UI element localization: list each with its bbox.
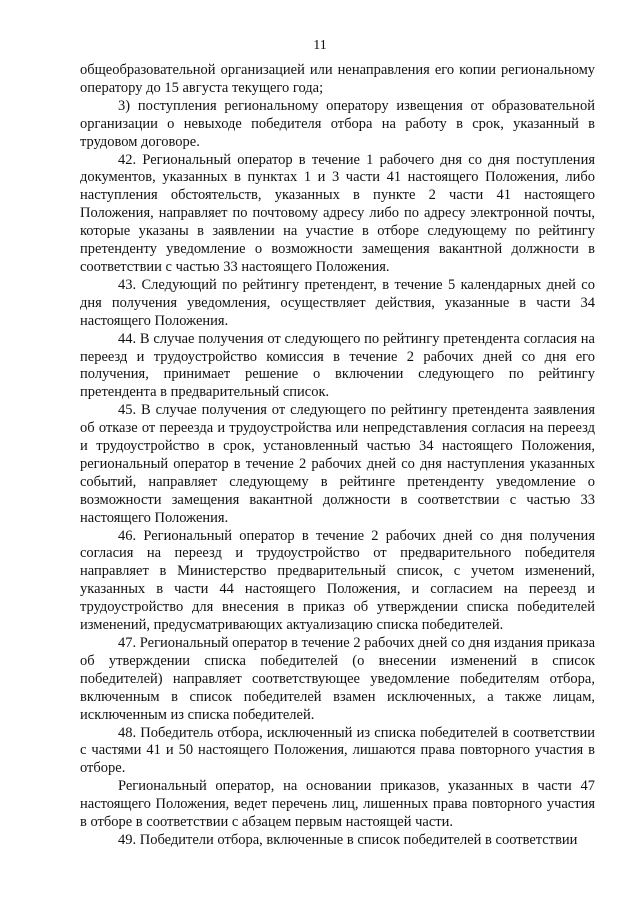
document-body [80,62,595,850]
paragraph-48: 48. Победитель отбора, исключенный из списка победителей в соответствии с частями 41 и 50 настоящего Положения, лишаются права повторного участия в отборе. [80,724,595,777]
paragraph-46: 46. Региональный оператор в течение 2 рабочих дней со дня получения согласия на переезд и трудоустройство от предварительного победителя направляет в Министерство предварительный список, с учетом изменений, указанных в части 44 настоящего Положения, и согласием на переезд и трудоустройство для внесения в приказ об утверждении списка победителей изменений, предусматривающих актуализацию списка победителей. [80,527,595,634]
paragraph-48-part-2: Региональный оператор, на основании приказов, указанных в части 47 настоящего Положения, ведет перечень лиц, лишенных права повторного участия в отборе в соответствии с абзацем первым настоящей части. [80,778,595,831]
paragraph-47: 47. Региональный оператор в течение 2 рабочих дней со дня издания приказа об утверждении списка победителей (о внесении изменений в список победителей) направляет соответствующее уведомление победителям отбора, включенным в список победителей взамен исключенных, а также лицам, исключенным из списка победителей. [80,635,595,723]
paragraph-45: 45. В случае получения от следующего по рейтингу претендента заявления об отказе от переезда и трудоустройства или непредставления согласия на переезд и трудоустройство в срок, установленный частью 34 настоящего Положения, региональный оператор в течение 2 рабочих дней со дня наступления указанных событий, направляет следующему в рейтинге претенденту уведомление о возможности замещения вакантной должности в соответствии с частью 33 настоящего Положения. [80,402,595,526]
page-number: 11 [313,38,327,53]
paragraph-item-3: 3) поступления региональному оператору извещения от образовательной организации о невыходе победителя отбора на работу в срок, указанный в трудовом договоре. [80,97,595,150]
paragraph-42: 42. Региональный оператор в течение 1 рабочего дня со дня поступления документов, указанных в пунктах 1 и 3 части 41 настоящего Положения, либо наступления обстоятельств, указанных в пункте 2 части 41 настоящего Положения, направляет по почтовому адресу либо по адресу электронной почты, которые указаны в заявлении на участие в отборе следующему по рейтингу претенденту уведомление о возможности замещения вакантной должности в соответствии с частью 33 настоящего Положения. [80,151,595,275]
paragraph-49: 49. Победители отбора, включенные в список победителей в соответствии [118,831,578,848]
paragraph-44: 44. В случае получения от следующего по рейтингу претендента согласия на переезд и трудоустройство комиссия в течение 2 рабочих дней со дня его получения, принимает решение о включении следующего по рейтингу претендента в предварительный список. [80,330,595,401]
paragraph-43: 43. Следующий по рейтингу претендент, в течение 5 календарных дней со дня получения уведомления, осуществляет действия, указанные в части 34 настоящего Положения. [80,276,595,329]
paragraph-continuation: общеобразовательной организацией или ненаправления его копии региональному оператору до 15 августа текущего года; [80,62,595,96]
